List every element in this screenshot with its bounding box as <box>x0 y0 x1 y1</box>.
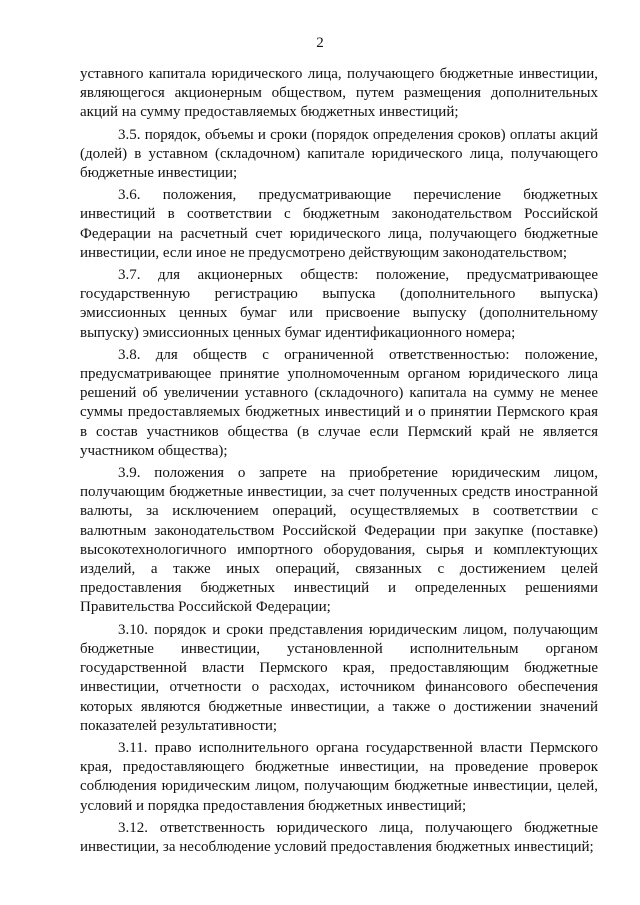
page-number: 2 <box>316 35 324 51</box>
paragraph-continuation: уставного капитала юридического лица, получающего бюджетные инвестиции, являющегося акционерным обществом, путем размещения дополнительных акций на сумму предоставляемых бюджетных инвестиций; <box>80 66 598 121</box>
paragraph-3-5: 3.5. порядок, объемы и сроки (порядок определения сроков) оплаты акций (долей) в уставном (складочном) капитале юридического лица, получающего бюджетные инвестиции; <box>80 126 598 182</box>
paragraph-3-9: 3.9. положения о запрете на приобретение юридическим лицом, получающим бюджетные инвестиции, за счет полученных средств иностранной валюты, за исключением операций, осуществляемых в соответствии с валютным законодательством Российской Федерации при закупке (поставке) высокотехнологичного импортного оборудования, сырья и комплектующих изделий, а также иных операций, связанных с достижением целей предоставления бюджетных инвестиций и определенных решениями Правительства Российской Федерации; <box>80 465 598 616</box>
paragraph-3-6: 3.6. положения, предусматривающие перечисление бюджетных инвестиций в соответствии с бюджетным законодательством Российской Федерации на расчетный счет юридического лица, получающего бюджетные инвестиции, если иное не предусмотрено действующим законодательством; <box>80 187 598 261</box>
paragraph-3-10: 3.10. порядок и сроки представления юридическим лицом, получающим бюджетные инвестиции, установленной исполнительным органом государственной власти Пермского края, предоставляющим бюджетные инвестиции, отчетности о расходах, источником финансового обеспечения которых являются бюджетные инвестиции, а также о достижении значений показателей результативности; <box>80 621 598 734</box>
paragraph-3-12: 3.12. ответственность юридического лица, получающего бюджетные инвестиции, за несоблюдение условий предоставления бюджетных инвестиций; <box>80 819 598 855</box>
document-body <box>80 65 598 857</box>
paragraph-3-7: 3.7. для акционерных обществ: положение, предусматривающее государственную регистрацию выпуска (дополнительного выпуска) эмиссионных ценных бумаг или присвоение выпуску (дополнительному выпуску) эмиссионных ценных бумаг идентификационного номера; <box>80 267 598 341</box>
paragraph-3-11: 3.11. право исполнительного органа государственной власти Пермского края, предоставляющего бюджетные инвестиции, на проведение проверок соблюдения юридическим лицом, получающим бюджетные инвестиции, целей, условий и порядка предоставления бюджетных инвестиций; <box>80 739 598 814</box>
paragraph-3-8: 3.8. для обществ с ограниченной ответственностью: положение, предусматривающее принятие уполномоченным органом юридического лица решений об увеличении уставного (складочного) капитала на сумму не менее суммы предоставляемых бюджетных инвестиций и о принятии Пермского края в состав участников общества (в случае если Пермский край не является участником общества); <box>80 346 598 459</box>
